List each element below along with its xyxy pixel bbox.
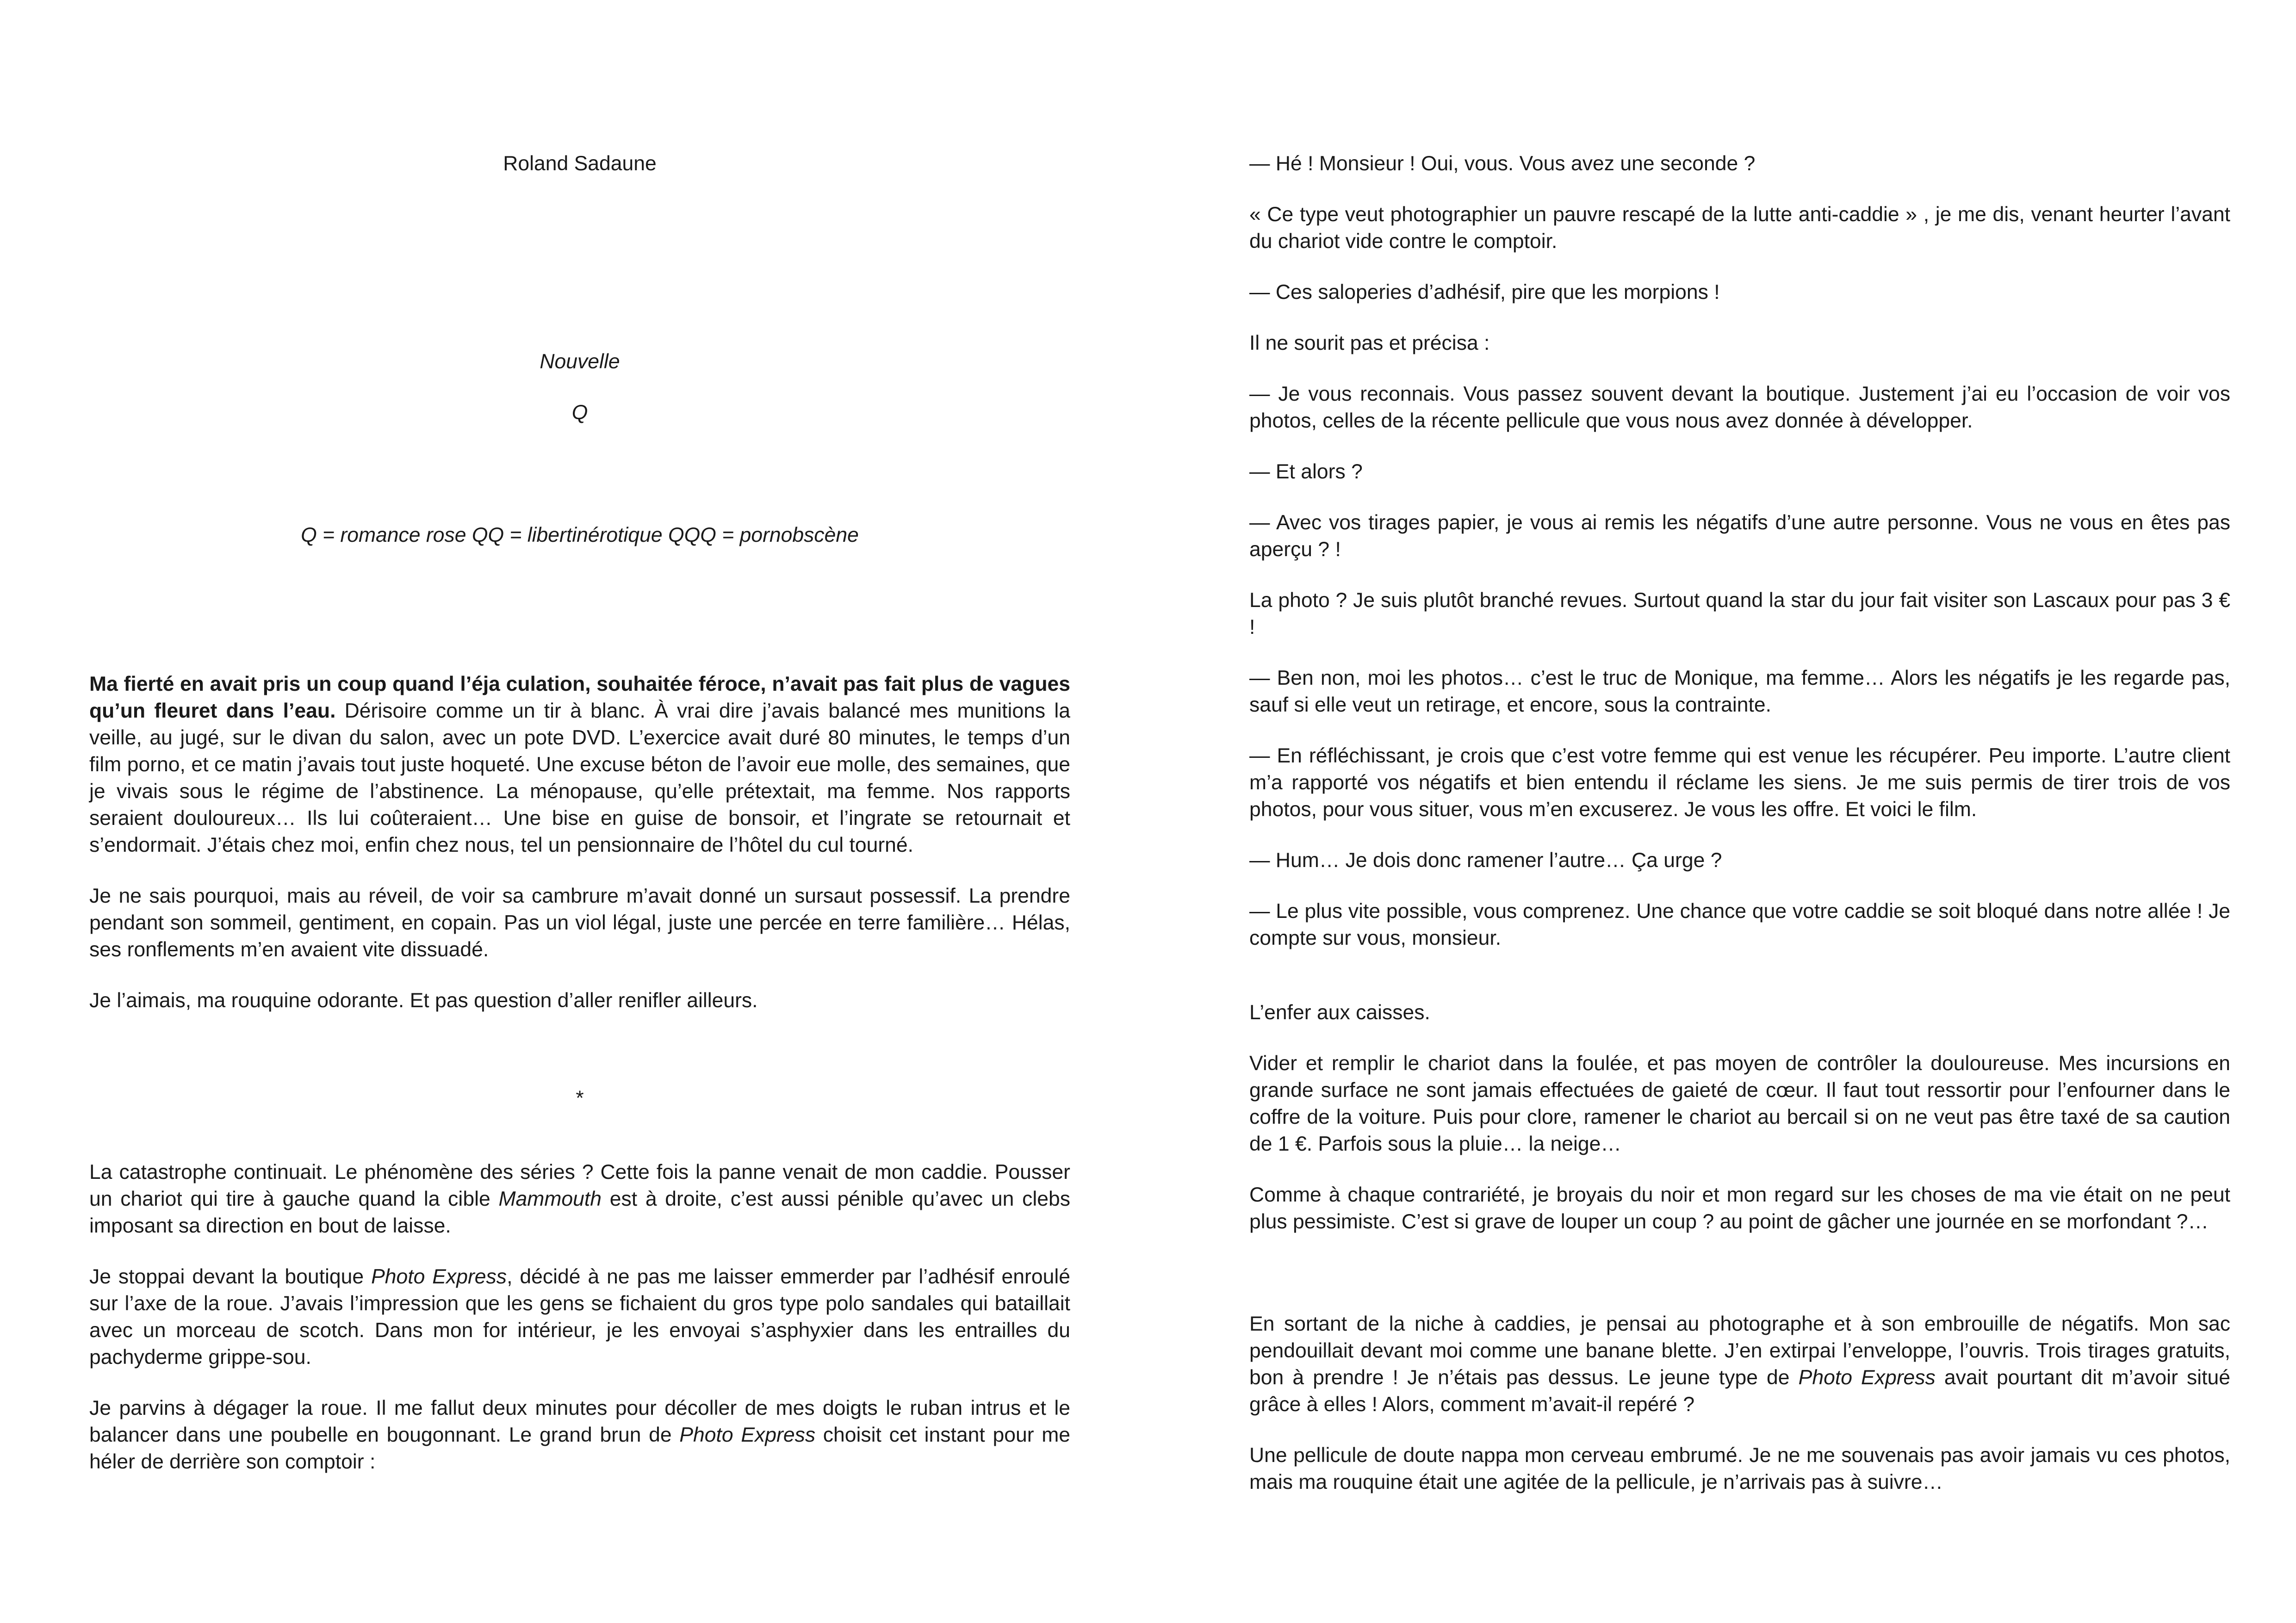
dialogue-line: — Hé ! Monsieur ! Oui, vous. Vous avez une seconde ? <box>1249 152 1756 175</box>
genre-label: Nouvelle <box>540 350 620 373</box>
dialogue-line: — Avec vos tirages papier, je vous ai remis les négatifs d’une autre personne. Vous ne vous en êtes pas aperçu ? ! <box>1249 511 2230 561</box>
dialogue-line: — Le plus vite possible, vous comprenez. Une chance que votre caddie se soit bloqué dans notre allée ! Je compte sur vous, monsieur. <box>1249 900 2230 949</box>
store-name: Mammouth <box>498 1188 602 1210</box>
dialogue-line: — Hum… Je dois donc ramener l’autre… Ça urge ? <box>1249 849 1722 872</box>
paragraph: Je ne sais pourquoi, mais au réveil, de voir sa cambrure m’avait donné un sursaut possessif. La prendre pendant son sommeil, gentiment, en copain. Pas un viol légal, juste une percée en terre familière… Hélas, ses ronflements m’en avaient vite dissuadé. <box>89 885 1070 961</box>
right-page <box>1249 0 2230 1623</box>
paragraph-text: , décidé à ne pas me laisser emmerder par l’adhésif enroulé sur l’axe de la roue. J’avais l’impression que les gens se fichaient du gros type polo sandales qui bataillait avec un morceau de scotch. Dans mon for intérieur, je les envoyai s’asphyxier dans les entrailles du pachyderme grippe-sou. <box>89 1265 1070 1369</box>
dialogue-line: — Je vous reconnais. Vous passez souvent devant la boutique. Justement j’ai eu l’occasion de voir vos photos, celles de la récente pellicule que vous nous avez donnée à développer. <box>1249 383 2230 432</box>
paragraph: Il ne sourit pas et précisa : <box>1249 332 1490 354</box>
left-text-block-1 <box>89 671 1070 1038</box>
paragraph: « Ce type veut photographier un pauvre rescapé de la lutte anti-caddie » , je me dis, venant heurter l’avant du chariot vide contre le comptoir. <box>1249 203 2230 253</box>
shop-name: Photo Express <box>371 1265 507 1288</box>
dialogue-line: — Ben non, moi les photos… c’est le truc de Monique, ma femme… Alors les négatifs je les regarde pas, sauf si elle veut un retirage, et encore, sous la contrainte. <box>1249 667 2230 716</box>
paragraph <box>89 1159 1070 1239</box>
paragraph <box>89 1264 1070 1371</box>
paragraph-text: est à droite, c’est aussi pénible qu’avec un clebs imposant sa direction en bout de laisse. <box>89 1188 1070 1237</box>
paragraph-text: Dérisoire comme un tir à blanc. À vrai dire j’avais balancé mes munitions la veille, au jugé, sur le divan du salon, avec un pote DVD. L’exercice avait duré 80 minutes, le temps d’un film porno, et ce matin j’avais tout juste hoqueté. Une excuse béton de l’avoir eue molle, des semaines, que je vivais sous le régime de l’abstinence. La ménopause, qu’elle prétextait, ma femme. Nos rapports seraient douloureux… Ils lui coûteraient… Une bise en guise de bonsoir, et l’ingrate se retournait et s’endormait. J’étais chez moi, enfin chez nous, tel un pensionnaire de l’hôtel du cul tourné. <box>89 700 1070 856</box>
paragraph: Je l’aimais, ma rouquine odorante. Et pas question d’aller renifler ailleurs. <box>89 989 758 1012</box>
author-name: Roland Sadaune <box>503 152 657 175</box>
paragraph-text: La catastrophe continuait. Le phénomène des séries ? Cette fois la panne venait de mon caddie. Pousser un chariot qui tire à gauche quand la cible <box>89 1161 1070 1210</box>
left-text-block-2 <box>89 1159 1070 1499</box>
paragraph-text: choisit cet instant pour me héler de derrière son comptoir : <box>89 1424 1071 1473</box>
paragraph-text: Je stoppai devant la boutique <box>89 1265 372 1288</box>
left-page <box>89 0 1070 1623</box>
dialogue-line: — Ces saloperies d’adhésif, pire que les morpions ! <box>1249 281 1720 304</box>
right-text-block-2 <box>1249 999 2230 1259</box>
right-text-block-3 <box>1249 1311 2230 1520</box>
rating-legend: Q = romance rose QQ = libertinérotique QQQ = pornobscène <box>301 524 859 546</box>
paragraph-text: En sortant de la niche à caddies, je pensai au photographe et à son embrouille de négatifs. Mon sac pendouillait devant moi comme une banane blette. J’en extirpai l’enveloppe, l’ouvris. Trois tirages gratuits, bon à prendre ! Je n’étais pas dessus. Le jeune type de <box>1249 1313 2230 1389</box>
shop-name: Photo Express <box>1798 1366 1936 1389</box>
dialogue-line: — En réfléchissant, je crois que c’est votre femme qui est venue les récupérer. Peu importe. L’autre client m’a rapporté vos négatifs et bien entendu il réclame les siens. Je me suis permis de tirer trois de vos photos, pour vous situer, vous m’en excuserez. Je vous les offre. Et voici le film. <box>1249 744 2230 821</box>
paragraph: Une pellicule de doute nappa mon cerveau embrumé. Je ne me souvenais pas avoir jamais vu ces photos, mais ma rouquine était une agitée de la pellicule, je n’arrivais pas à suivre… <box>1249 1444 2230 1493</box>
dialogue-line: — Et alors ? <box>1249 460 1363 483</box>
paragraph: L’enfer aux caisses. <box>1249 1001 1430 1024</box>
shop-name: Photo Express <box>679 1424 816 1446</box>
lead-sentence: Ma fierté en avait pris un coup quand l’éja culation, souhaitée féroce, n’avait pas fait plus de vagues qu’un fleuret dans l’eau. <box>89 673 1070 722</box>
paragraph: Vider et remplir le chariot dans la foulée, et pas moyen de contrôler la douloureuse. Mes incursions en grande surface ne sont jamais effectuées de gaieté de cœur. Il faut tout ressortir pour l’enfourner dans le coffre de la voiture. Puis pour clore, ramener le chariot au bercail si on ne veut pas être taxé de sa caution de 1 €. Parfois sous la pluie… la neige… <box>1249 1052 2230 1155</box>
paragraph <box>89 671 1070 859</box>
rating-label: Q <box>571 401 588 424</box>
paragraph: Comme à chaque contrariété, je broyais du noir et mon regard sur les choses de ma vie était on ne peut plus pessimiste. C’est si grave de louper un coup ? au point de gâcher une journée en se morfondant ?… <box>1249 1183 2230 1233</box>
paragraph: La photo ? Je suis plutôt branché revues. Surtout quand la star du jour fait visiter son Lascaux pour pas 3 € ! <box>1249 589 2230 638</box>
paragraph-text: avait pourtant dit m’avoir situé grâce à elles ! Alors, comment m’avait-il repéré ? <box>1249 1366 2230 1416</box>
section-separator: * <box>576 1087 584 1109</box>
paragraph <box>1249 1311 2230 1418</box>
paragraph-text: Je parvins à dégager la roue. Il me fallut deux minutes pour décoller de mes doigts le ruban intrus et le balancer dans une poubelle en bougonnant. Le grand brun de <box>89 1397 1070 1446</box>
paragraph <box>89 1395 1070 1475</box>
right-text-block-1 <box>1249 150 2230 976</box>
